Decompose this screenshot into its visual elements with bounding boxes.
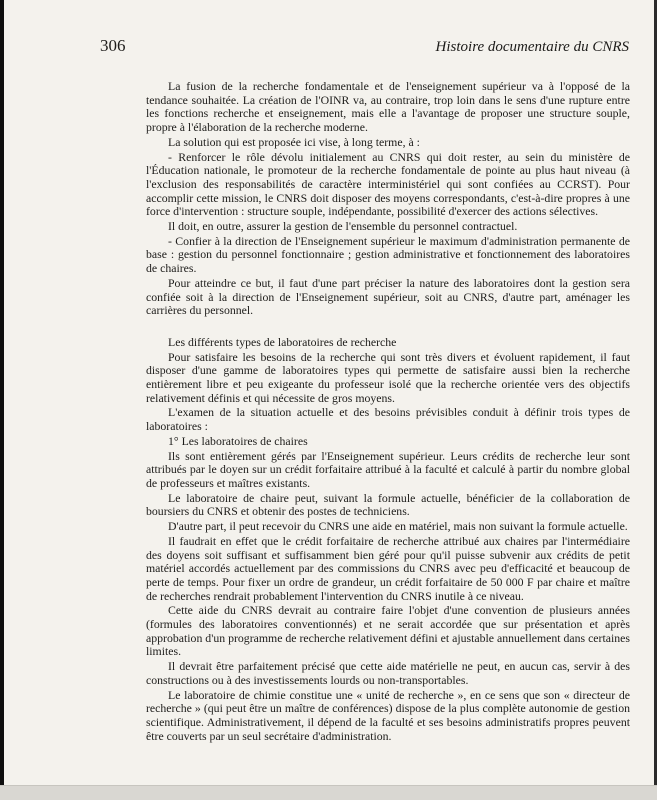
paragraph: La solution qui est proposée ici vise, à long terme, à : bbox=[168, 134, 420, 149]
paragraph: Ils sont entièrement gérés par l'Enseignement supérieur. Leurs crédits de recherche leur sont attribués par le doyen sur un crédit forfaitaire attribué à la faculté et calculé à partir du nombre global de professeurs et maîtres existants. bbox=[146, 448, 630, 490]
paragraph: Le laboratoire de chimie constitue une « unité de recherche », en ce sens que son « directeur de recherche » (qui peut être un maître de conférences) dispose de la plus complète autonomie de gestion scientifique. Administrativement, il dépend de la faculté et ses besoins administratifs propres peuvent être couverts par un seul secrétaire d'administration. bbox=[146, 687, 630, 743]
body-text bbox=[146, 80, 630, 744]
page-edge-bottom bbox=[0, 785, 657, 800]
running-title: Histoire documentaire du CNRS bbox=[435, 39, 629, 55]
paragraph: Le laboratoire de chaire peut, suivant la formule actuelle, bénéficier de la collaboration de boursiers du CNRS et obtenir des postes de techniciens. bbox=[146, 490, 630, 519]
paragraph: - Renforcer le rôle dévolu initialement au CNRS qui doit rester, au sein du ministère de l'Éducation nationale, le promoteur de la recherche fondamentale de pointe au plus haut niveau (à l'exclusion des responsabilités de caractère interministériel qui sont confiées au CCRST). Pour accomplir cette mission, le CNRS doit disposer des moyens correspondants, c'est-à-dire propres à une force d'intervention : structure souple, indépendante, possibilité d'exercer des actions sélectives. bbox=[146, 149, 630, 219]
paragraph: L'examen de la situation actuelle et des besoins prévisibles conduit à définir trois types de laboratoires : bbox=[146, 405, 630, 434]
paragraph: Pour satisfaire les besoins de la recherche qui sont très divers et évoluent rapidement, il faut disposer d'une gamme de laboratoires types qui permette de satisfaire aussi bien la recherche entièrement libre et peu exigeante du professeur isolé que la recherche orientée vers des objectifs relativement définis et qui nécessite de gros moyens. bbox=[146, 349, 630, 405]
paragraph: Pour atteindre ce but, il faut d'une part préciser la nature des laboratoires dont la gestion sera confiée soit à la direction de l'Enseignement supérieur, soit au CNRS, d'autre part, aménager les carrières du personnel. bbox=[146, 275, 630, 318]
page-edge-left bbox=[0, 0, 4, 800]
paragraph: Il devrait être parfaitement précisé que cette aide matérielle ne peut, en aucun cas, servir à des constructions ou à des investissements lourds ou non-transportables. bbox=[146, 659, 630, 687]
paragraph: - Confier à la direction de l'Enseignement supérieur le maximum d'administration permanente de base : gestion du personnel fonctionnaire ; gestion administrative et fonctionnement des laboratoires de chaires. bbox=[146, 233, 630, 276]
page-number: 306 bbox=[100, 36, 126, 55]
section-title: Les différents types de laboratoires de recherche bbox=[168, 334, 397, 349]
paragraph: Il faudrait en effet que le crédit forfaitaire de recherche attribué aux chaires par l'intermédiaire des doyens soit suffisant et suffisamment bien géré pour qu'il puisse subvenir aux crédits de petit matériel accordés actuellement par des commissions du CNRS avec peu d'efficacité et beaucoup de perte de temps. Pour fixer un ordre de grandeur, un crédit forfaitaire de 50 000 F par chaire et maître de recherches rendrait probablement l'intervention du CNRS inutile à ce niveau. bbox=[146, 533, 630, 603]
page-header bbox=[100, 36, 629, 56]
paragraph: Cette aide du CNRS devrait au contraire faire l'objet d'une convention de plusieurs années (formules des laboratoires conventionnés) et ne serait accordée que sur présentation et après approbation d'un programme de recherche relativement défini et ajustable annuellement dans certaines limites. bbox=[146, 603, 630, 659]
paragraph: Il doit, en outre, assurer la gestion de l'ensemble du personnel contractuel. bbox=[168, 219, 518, 234]
paragraph: La fusion de la recherche fondamentale et de l'enseignement supérieur va à l'opposé de la tendance souhaitée. La création de l'OINR va, au contraire, trop loin dans le sens d'une rupture entre les fonctions recherche et enseignement, mais elle a l'avantage de proposer une structure souple, propre à l'élaboration de la recherche moderne. bbox=[146, 79, 630, 135]
subsection-title: 1° Les laboratoires de chaires bbox=[168, 433, 308, 448]
paragraph: D'autre part, il peut recevoir du CNRS une aide en matériel, mais non suivant la formule actuelle. bbox=[168, 519, 628, 534]
